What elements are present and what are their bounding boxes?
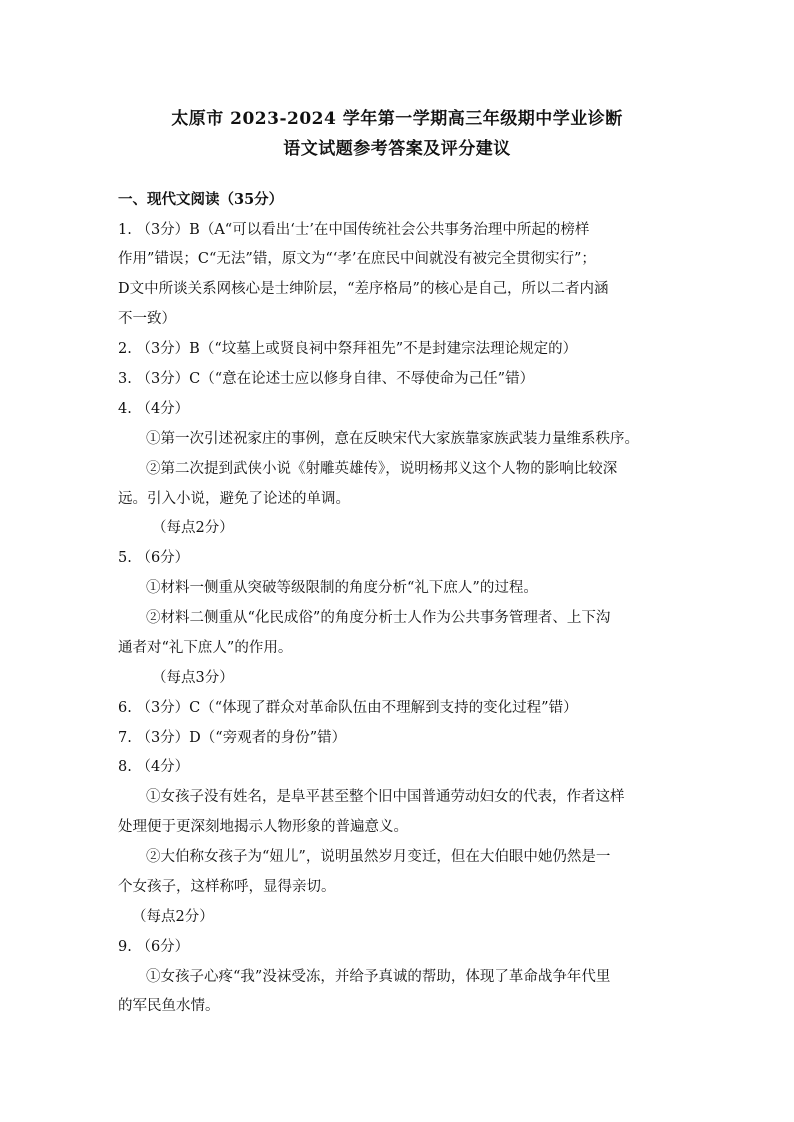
answer-8-point-1-line-2: 处理便于更深刻地揭示人物形象的普遍意义。 — [118, 819, 408, 835]
answer-1-line-2: 作用”错误；C“无法”错，原文为“‘孝’在庶民中间就没有被完全贯彻实行”； — [118, 251, 596, 267]
answer-8-point-1-line-1: ①女孩子没有姓名，是阜平甚至整个旧中国普通劳动妇女的代表，作者这样 — [146, 789, 625, 805]
answer-2: 2. （3分）B（“坟墓上或贤良祠中祭拜祖先”不是封建宗法理论规定的） — [118, 341, 578, 357]
answer-3: 3. （3分）C（“意在论述士应以修身自律、不辱使命为己任”错） — [118, 371, 535, 387]
answer-7: 7. （3分）D（“旁观者的身份”错） — [118, 730, 347, 746]
answer-4-header: 4. （4分） — [118, 401, 190, 417]
answer-8-point-2-line-2: 个女孩子，这样称呼，显得亲切。 — [118, 879, 336, 895]
answer-1-line-4: 不一致） — [118, 311, 176, 327]
answer-9-point-1-line-2: 的军民鱼水情。 — [118, 998, 220, 1014]
answer-4-point-1: ①第一次引述祝家庄的事例，意在反映宋代大家族靠家族武装力量维系秩序。 — [146, 431, 639, 447]
answer-6: 6. （3分）C（“体现了群众对革命队伍由不理解到支持的变化过程”错） — [118, 700, 578, 716]
document-title: 太原市 2023-2024 学年第一学期高三年级期中学业诊断 — [171, 109, 623, 129]
answer-1-line-3: D文中所谈关系网核心是士绅阶层，“差序格局”的核心是自己，所以二者内涵 — [118, 281, 609, 297]
answer-8-point-2-line-1: ②大伯称女孩子为“妞儿”，说明虽然岁月变迁，但在大伯眼中她仍然是一 — [146, 849, 611, 865]
document-subtitle: 语文试题参考答案及评分建议 — [283, 139, 511, 159]
answer-5-point-1: ①材料一侧重从突破等级限制的角度分析“礼下庶人”的过程。 — [146, 580, 538, 596]
answer-5-scoring-note: （每点3分） — [152, 670, 234, 686]
answer-5-header: 5. （6分） — [118, 550, 190, 566]
answer-5-point-2-line-2: 通者对“礼下庶人”的作用。 — [118, 640, 293, 656]
answer-4-point-2-line-1: ②第二次提到武侠小说《射雕英雄传》，说明杨邦义这个人物的影响比较深 — [146, 461, 618, 477]
answer-4-scoring-note: （每点2分） — [152, 520, 234, 536]
answer-9-header: 9. （6分） — [118, 939, 190, 955]
answer-5-point-2-line-1: ②材料二侧重从“化民成俗”的角度分析士人作为公共事务管理者、上下沟 — [146, 610, 611, 626]
answer-9-point-1-line-1: ①女孩子心疼“我”没袜受冻，并给予真诚的帮助，体现了革命战争年代里 — [146, 969, 611, 985]
answer-8-scoring-note: （每点2分） — [132, 909, 214, 925]
answer-4-point-2-line-2: 远。引入小说，避免了论述的单调。 — [118, 491, 350, 507]
answer-1-line-1: 1. （3分）B（A“可以看出‘士’在中国传统社会公共事务治理中所起的榜样 — [118, 222, 590, 238]
section-heading-modern-reading: 一、现代文阅读（35分） — [118, 191, 284, 208]
answer-8-header: 8. （4分） — [118, 759, 190, 775]
